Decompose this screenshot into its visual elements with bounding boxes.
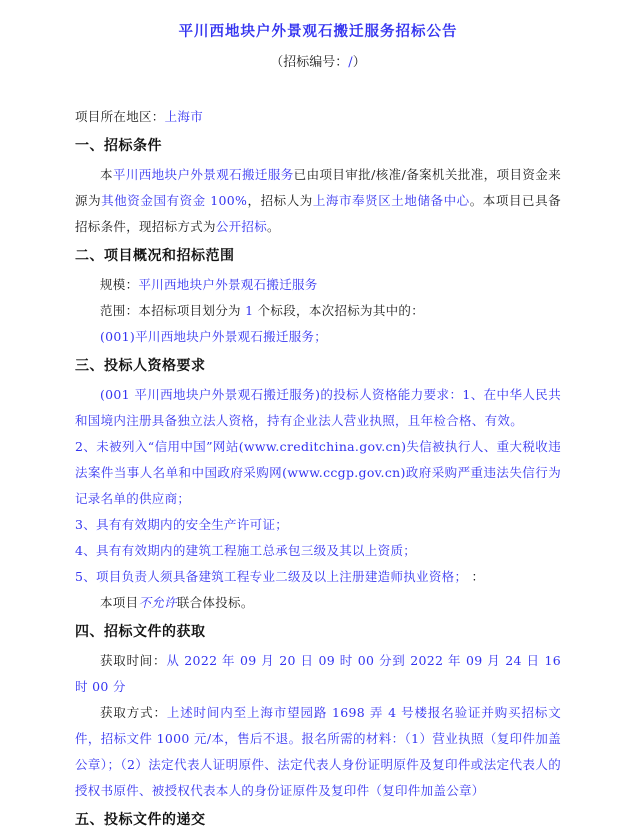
highlighted-text-run: 2、未被列入“信用中国”网站(www.creditchina.gov.cn)失信被执行人、重大税收违法案件当事人名单和中国政府采购网(www.ccgp.gov.cn)政府采购严重违法失信行为记录名单的供应商； (75, 439, 561, 506)
text-run: 已由项目审批/核准/备案机关批准，项目资金来源为 (75, 167, 562, 208)
text-run: 规模： (100, 277, 139, 292)
text-run: 三、投标人资格要求 (75, 358, 206, 374)
text-run: 四、招标文件的获取 (75, 624, 206, 640)
highlighted-text-run: 5、项目负责人须具备建筑工程专业二级及以上注册建造师执业资格； (75, 569, 468, 584)
section-heading-4 (75, 619, 561, 645)
highlighted-text-run: 4、具有有效期内的建筑工程施工总承包三级及其以上资质； (75, 543, 417, 558)
lot-line (75, 324, 561, 350)
highlighted-text-run: 上海市 (164, 109, 204, 124)
highlighted-text-run: 其他资金国有资金 100% (101, 193, 248, 208)
text-run: ） (352, 55, 366, 70)
section-heading-1 (75, 133, 561, 159)
text-run: 项目所在地区： (75, 109, 165, 124)
text-run: 获取时间： (100, 653, 167, 668)
text-run: 一、招标条件 (75, 138, 162, 154)
text-run: （招标编号： (270, 55, 349, 70)
highlighted-text-run: / (348, 55, 353, 70)
text-run: 个标段，本次招标为其中的： (253, 303, 425, 318)
section-heading-3 (75, 353, 561, 379)
obtain-method-paragraph (75, 700, 561, 804)
project-location-line (75, 104, 561, 130)
document-body (75, 50, 561, 833)
qualification-paragraph-2 (75, 434, 561, 512)
text-run: 本项目 (100, 595, 139, 610)
document-title: 平川西地块户外景观石搬迁服务招标公告 (178, 23, 458, 40)
text-run: 。 (267, 219, 280, 234)
highlighted-text-run: 从 2022 年 09 月 20 日 09 时 00 分到 2022 年 09 月 24 日 16 时 00 分 (75, 653, 561, 694)
highlighted-text-run: 公开招标 (215, 219, 268, 234)
text-run: 五、投标文件的递交 (75, 812, 206, 828)
text-run: 本 (100, 167, 113, 182)
highlighted-text-run: 不允许 (138, 595, 177, 610)
qualification-paragraph-4 (75, 538, 561, 564)
highlighted-text-run: 上述时间内至上海市望园路 1698 弄 4 号楼报名验证并购买招标文件，招标文件 1000 元/本，售后不退。报名所需的材料：（1）营业执照（复印件加盖公章）；（2）法定代表人证明原件、法定代表人身份证明原件及复印件或法定代表人的授权书原件、被授权代表本人的身份证原件及复印件（复印件加盖公章） (75, 705, 561, 798)
text-run: 二、项目概况和招标范围 (75, 248, 235, 264)
text-run: 。本项目已具备招标条件，现招标方式为 (75, 193, 561, 234)
section-heading-5 (75, 807, 561, 833)
qualification-paragraph-1 (75, 382, 561, 434)
highlighted-text-run: 1 (245, 303, 254, 318)
highlighted-text-run: 平川西地块户外景观石搬迁服务 (112, 167, 294, 182)
qualification-paragraph-5 (75, 564, 561, 590)
highlighted-text-run: 平川西地块户外景观石搬迁服务 (138, 277, 318, 292)
tender-number-line (75, 50, 561, 76)
highlighted-text-run: 3、具有有效期内的安全生产许可证； (75, 517, 289, 532)
text-run: ： (467, 569, 485, 584)
highlighted-text-run: 上海市奉贤区土地储备中心 (312, 193, 470, 208)
section-heading-2 (75, 243, 561, 269)
consortium-line (75, 590, 561, 616)
scope-line (75, 298, 561, 324)
text-run: ，招标人为 (247, 193, 313, 208)
text-run: 获取方式： (100, 705, 167, 720)
scale-line (75, 272, 561, 298)
qualification-paragraph-3 (75, 512, 561, 538)
top-spacer (75, 76, 561, 104)
obtain-time-line (75, 648, 561, 700)
text-run: 联合体投标。 (176, 595, 254, 610)
highlighted-text-run: (001 平川西地块户外景观石搬迁服务)的投标人资格能力要求：1、在中华人民共和国境内注册具备独立法人资格，持有企业法人营业执照，且年检合格、有效。 (75, 387, 561, 428)
tender-conditions-paragraph (75, 162, 561, 240)
text-run: 范围：本招标项目划分为 (100, 303, 246, 318)
highlighted-text-run: (001)平川西地块户外景观石搬迁服务； (100, 329, 328, 344)
